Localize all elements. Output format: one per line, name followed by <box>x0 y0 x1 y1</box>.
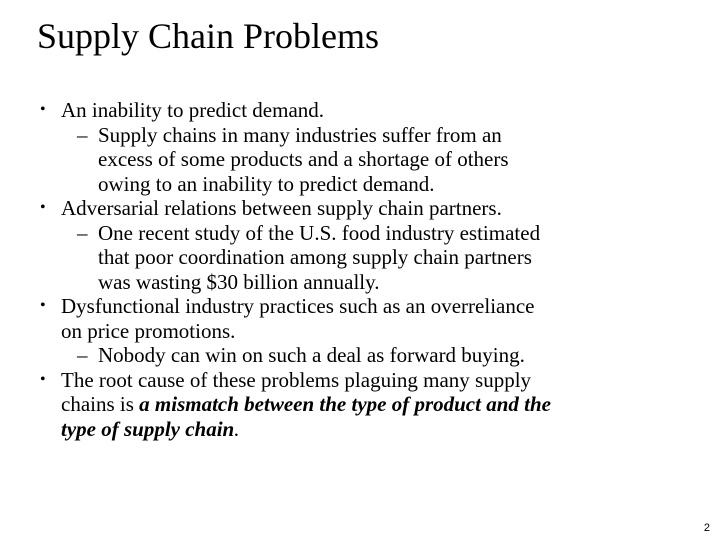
sub-bullet-item <box>0 221 720 295</box>
bullet-text: chains is <box>61 392 134 416</box>
bullet-list <box>0 98 720 441</box>
bullet-item <box>0 294 720 343</box>
sub-bullet-text: One recent study of the U.S. food industry estimated <box>98 220 541 245</box>
sub-bullet-item <box>0 343 720 368</box>
sub-bullet-text: excess of some products and a shortage of others <box>98 147 509 171</box>
bullet-text-line <box>61 417 720 442</box>
dash-icon: – <box>77 122 88 147</box>
bullet-text: The root cause of these problems plaguing many supply <box>61 367 532 392</box>
sub-bullet-text: Supply chains in many industries suffer from an <box>98 122 502 147</box>
period-text: . <box>234 416 240 441</box>
dash-icon: – <box>77 220 88 245</box>
bullet-dot-icon: • <box>40 370 46 388</box>
sub-bullet-text: owing to an inability to predict demand. <box>98 171 435 196</box>
bullet-dot-icon: • <box>40 199 46 216</box>
dash-icon: – <box>77 343 88 367</box>
bullet-text: Dysfunctional industry practices such as an overreliance <box>61 294 535 318</box>
bullet-item <box>0 98 720 123</box>
bullet-item <box>0 368 720 442</box>
emphasis-text: a mismatch between the type of product and the <box>139 392 551 416</box>
sub-bullet-text: was wasting $30 billion annually. <box>98 269 380 294</box>
emphasis-text: type of supply chain <box>61 416 235 441</box>
bullet-text-line <box>61 392 720 417</box>
bullet-text: An inability to predict demand. <box>61 98 325 122</box>
sub-bullet-text: Nobody can win on such a deal as forward buying. <box>98 343 525 367</box>
bullet-dot-icon: • <box>40 101 46 118</box>
bullet-dot-icon: • <box>40 297 46 314</box>
page-number: 2 <box>703 522 710 534</box>
bullet-item <box>0 196 720 221</box>
sub-bullet-item <box>0 123 720 197</box>
sub-bullet-text: that poor coordination among supply chain partners <box>98 245 532 269</box>
slide-title: Supply Chain Problems <box>37 16 380 56</box>
bullet-text: Adversarial relations between supply chain partners. <box>61 196 502 220</box>
bullet-text: on price promotions. <box>61 318 236 343</box>
